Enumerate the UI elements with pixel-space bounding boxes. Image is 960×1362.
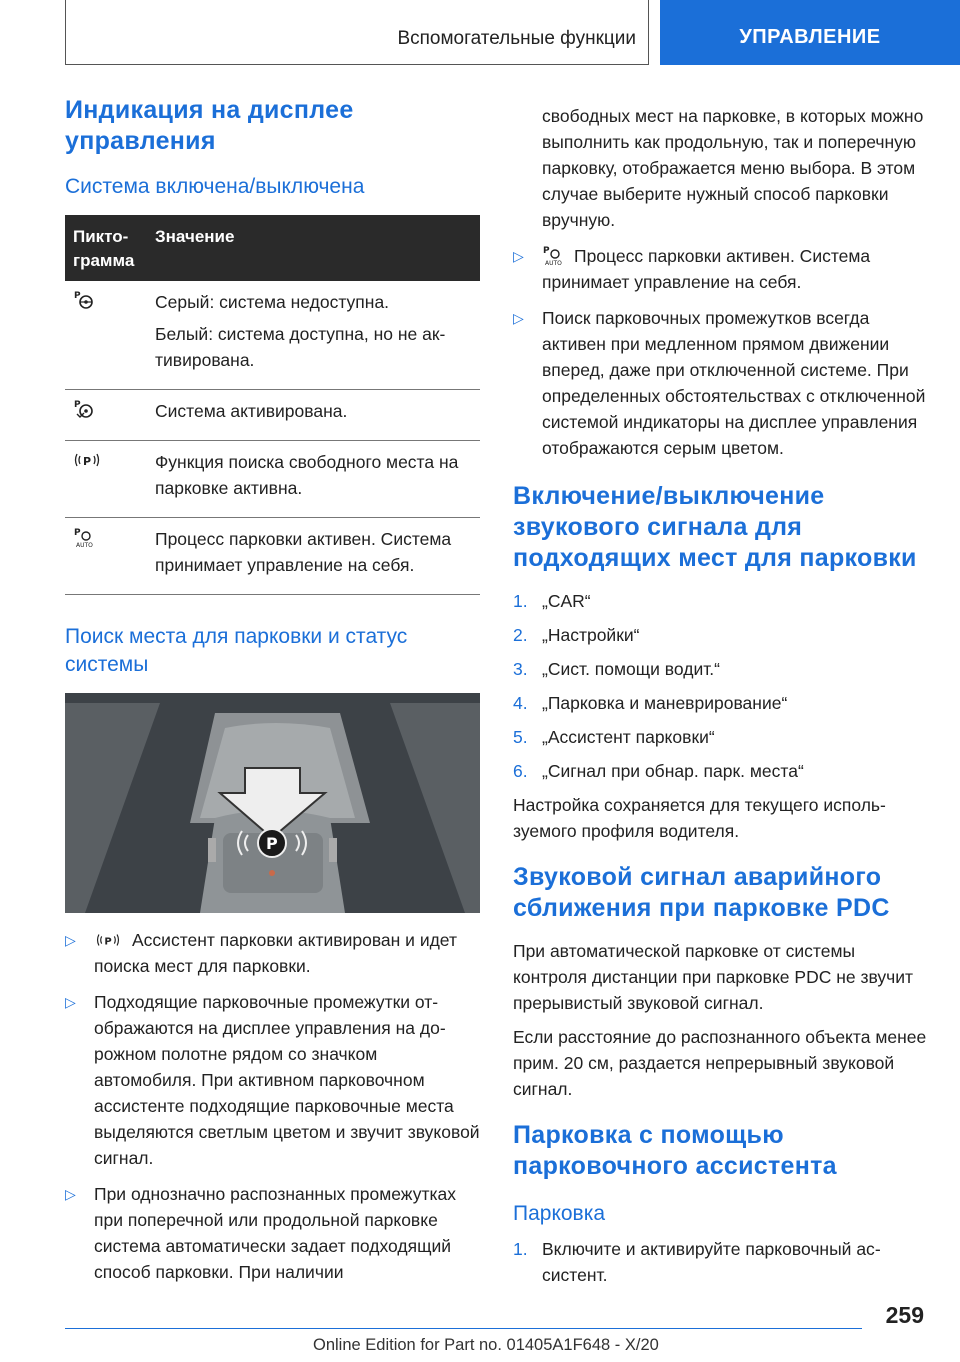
pdc-paragraph-2: Если расстояние до распознанного объекта менее прим. 20 см, раздается непрерывный звуковой сигнал.	[513, 1027, 927, 1099]
bullet-marker-icon: ▷	[65, 1186, 76, 1202]
pictogram-table	[65, 215, 480, 595]
table-header-pictogram: Пиктограмма	[65, 215, 147, 281]
svg-text:P: P	[74, 400, 81, 410]
list-item: ▷ При однозначно распознанных промежутках при поперечной или продольной парковке система автоматически задает подходящий способ парковки. При наличии	[65, 1181, 480, 1285]
svg-text:P: P	[543, 246, 550, 256]
table-header-meaning: Значение	[147, 215, 480, 281]
table-row	[65, 390, 480, 441]
bullet-marker-icon: ▷	[65, 932, 76, 948]
right-bullets	[513, 243, 928, 461]
list-item: ▷ Поиск парковочных промежутков всегда активен при медленном прямом движении вперед, даже при отключенной системе. При определенных обстоятельствах с отключенной системой индикаторы на дисплее управления отображаются серым цветом.	[513, 305, 928, 461]
setting-saved-text: Настройка сохраняется для текущего используемого профиля водителя.	[513, 795, 886, 841]
list-item: 4. „Парковка и маневрирование“	[513, 693, 788, 713]
bullet-marker-icon: ▷	[65, 994, 76, 1010]
heading-pdc: Звуковой сигнал аварийного сближения при парковке PDC	[513, 863, 890, 922]
svg-text:P: P	[74, 528, 81, 538]
list-item: ▷ P Ассистент парковки активирован и идет поиска мест для парковки.	[65, 927, 480, 979]
parking-space-search-icon	[73, 449, 101, 471]
header-section-title: Вспомогательные функции	[397, 28, 636, 49]
list-item: 3. „Сист. помощи водит.“	[513, 659, 720, 679]
heading-parking-search: Поиск места для парковки и статус системы	[65, 625, 408, 676]
parking-display-image	[65, 693, 480, 913]
parking-steps	[513, 1236, 928, 1288]
left-column	[65, 95, 480, 1295]
svg-text:P: P	[83, 455, 92, 468]
list-item: 5. „Ассистент парковки“	[513, 727, 715, 747]
row4-line1: Процесс парковки активен. Система принимает управление на себя.	[155, 529, 452, 575]
list-item: 2. „Настройки“	[513, 625, 640, 645]
row1-line2: Белый: система доступна, но не активирована.	[155, 324, 446, 370]
heading-parking-assistant: Парковка с помощью парковочного ассистента	[513, 1121, 837, 1180]
parking-search-bullets	[65, 927, 480, 1285]
list-item: ▷ P AUTO Процесс парковки активен. Система принимает управление на себя.	[513, 243, 928, 295]
footer-divider	[65, 1328, 862, 1329]
row2-line1: Система активирована.	[155, 401, 348, 421]
heading-display: Индикация на дисплее управления	[65, 96, 354, 155]
parking-auto-icon	[542, 244, 564, 266]
row3-line1: Функция поиска свободного места на парковке активна.	[155, 452, 459, 498]
table-row	[65, 281, 480, 390]
list-item: 6. „Сигнал при обнар. парк. места“	[513, 761, 804, 781]
page-number: 259	[885, 1302, 924, 1328]
continued-paragraph: свободных мест на парковке, в которых можно выполнить как продольную, так и поперечную парковку, отображается меню выбора. В этом случае выберите нужный способ парковки вручную.	[542, 106, 924, 230]
sound-steps	[513, 588, 928, 784]
list-item: 1. Включите и активируйте парковочный ассистент.	[513, 1239, 881, 1285]
list-item: ▷ Подходящие парковочные промежутки отображаются на дисплее управления на дорожном полотне рядом со значком автомобиля. При активном парковочном ассистенте подходящие парковочные места выделяются светлым цветом и звучит звуковой сигнал.	[65, 989, 480, 1171]
parking-auto-icon	[73, 526, 95, 548]
bullet-marker-icon: ▷	[513, 310, 524, 326]
bullet-marker-icon: ▷	[513, 248, 524, 264]
svg-text:P: P	[266, 834, 278, 853]
svg-text:P: P	[104, 936, 112, 948]
svg-text:AUTO: AUTO	[545, 260, 562, 266]
table-row	[65, 441, 480, 518]
svg-text:P: P	[74, 291, 81, 301]
svg-text:AUTO: AUTO	[76, 542, 93, 548]
footer-edition: Online Edition for Part no. 01405A1F648 - X/20	[313, 1336, 659, 1354]
list-item: 1. „CAR“	[513, 591, 591, 611]
header-chapter-tab[interactable]: УПРАВЛЕНИЕ	[660, 0, 960, 65]
parking-assist-active-icon	[73, 398, 95, 420]
right-column	[513, 103, 928, 1296]
heading-system-on-off: Система включена/выключена	[65, 175, 365, 198]
heading-parking: Парковка	[513, 1202, 606, 1225]
heading-sound-toggle: Включение/выключение звукового сигнала для подходящих мест для парковки	[513, 482, 917, 572]
header-section-box	[65, 0, 649, 65]
row1-line1: Серый: система недоступна.	[155, 292, 390, 312]
pdc-paragraph-1: При автоматической парковке от системы контроля дистанции при парковке PDC не звучит прерывистый звуковой сигнал.	[513, 941, 914, 1013]
parking-assist-icon	[73, 289, 95, 311]
parking-space-search-icon	[94, 930, 122, 950]
parking-display-illustration	[65, 693, 480, 913]
table-row	[65, 518, 480, 595]
